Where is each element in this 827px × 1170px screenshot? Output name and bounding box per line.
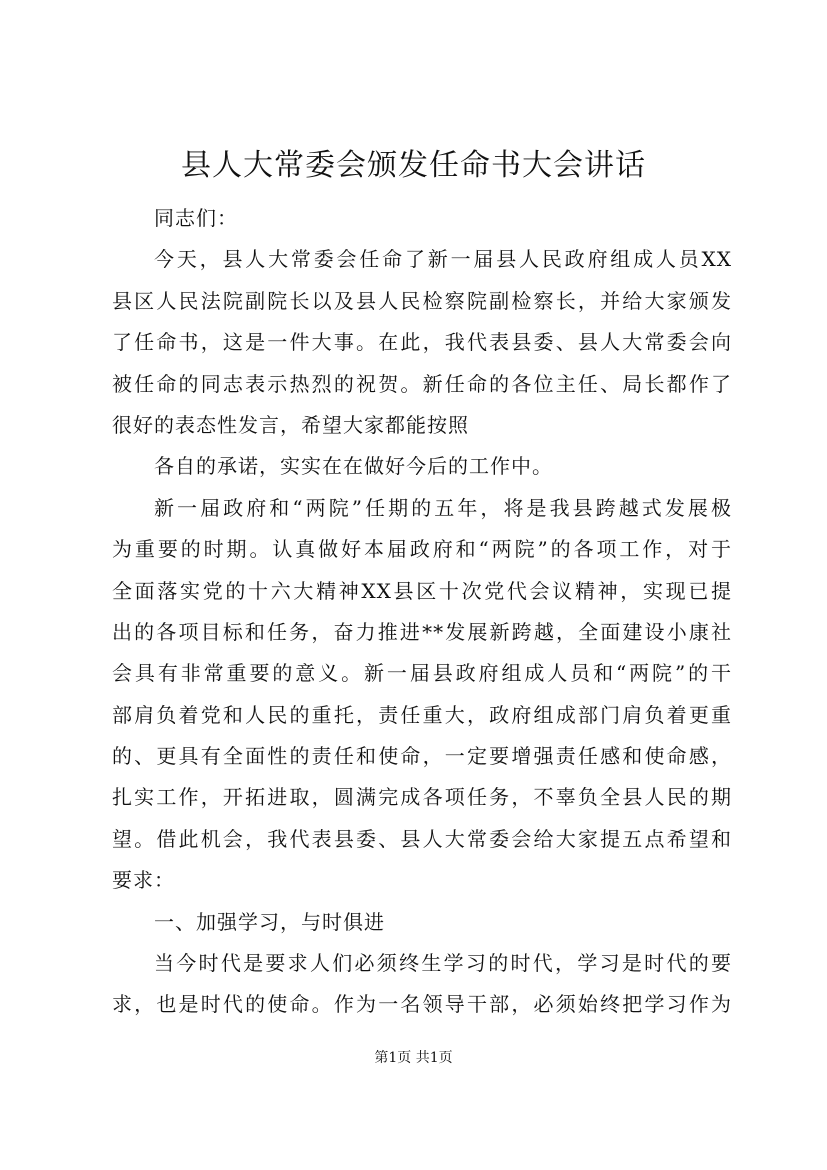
body-line: 望。借此机会，我代表县委、县人大常委会给大家提五点希望和	[112, 826, 732, 851]
document-body	[112, 198, 732, 1026]
document-title: 县人大常委会颁发任命书大会讲话	[181, 148, 646, 183]
body-line: 很好的表态性发言，希望大家都能按照	[112, 412, 469, 437]
body-line: 扎实工作，开拓进取，圆满完成各项任务，不辜负全县人民的期	[112, 785, 732, 810]
body-line: 出的各项目标和任务，奋力推进**发展新跨越，全面建设小康社	[112, 619, 732, 644]
body-line: 部肩负着党和人民的重托，责任重大，政府组成部门肩负着更重	[112, 702, 732, 727]
body-line: 各自的承诺，实实在在做好今后的工作中。	[154, 454, 553, 479]
body-line: 县区人民法院副院长以及县人民检察院副检察长，并给大家颁发	[112, 288, 732, 313]
body-line: 的、更具有全面性的责任和使命，一定要增强责任感和使命感，	[112, 744, 732, 769]
body-line: 要求：	[112, 868, 175, 893]
body-line: 全面落实党的十六大精神XX县区十次党代会议精神，实现已提	[112, 578, 732, 603]
page-footer: 第1页 共1页	[374, 1050, 453, 1066]
body-line: 了任命书，这是一件大事。在此，我代表县委、县人大常委会向	[112, 330, 732, 355]
section-heading: 一、加强学习，与时俱进	[154, 909, 385, 934]
body-line: 会具有非常重要的意义。新一届县政府组成人员和“两院”的干	[112, 661, 732, 686]
body-line: 新一届政府和“两院”任期的五年，将是我县跨越式发展极	[154, 495, 732, 520]
body-line: 今天，县人大常委会任命了新一届县人民政府组成人员XX	[154, 247, 732, 272]
body-line: 求，也是时代的使命。作为一名领导干部，必须始终把学习作为	[112, 992, 732, 1017]
salutation-line: 同志们：	[154, 206, 238, 230]
body-line: 为重要的时期。认真做好本届政府和“两院”的各项工作，对于	[112, 537, 732, 562]
body-line: 当今时代是要求人们必须终生学习的时代，学习是时代的要	[154, 951, 732, 976]
body-line: 被任命的同志表示热烈的祝贺。新任命的各位主任、局长都作了	[112, 371, 732, 396]
